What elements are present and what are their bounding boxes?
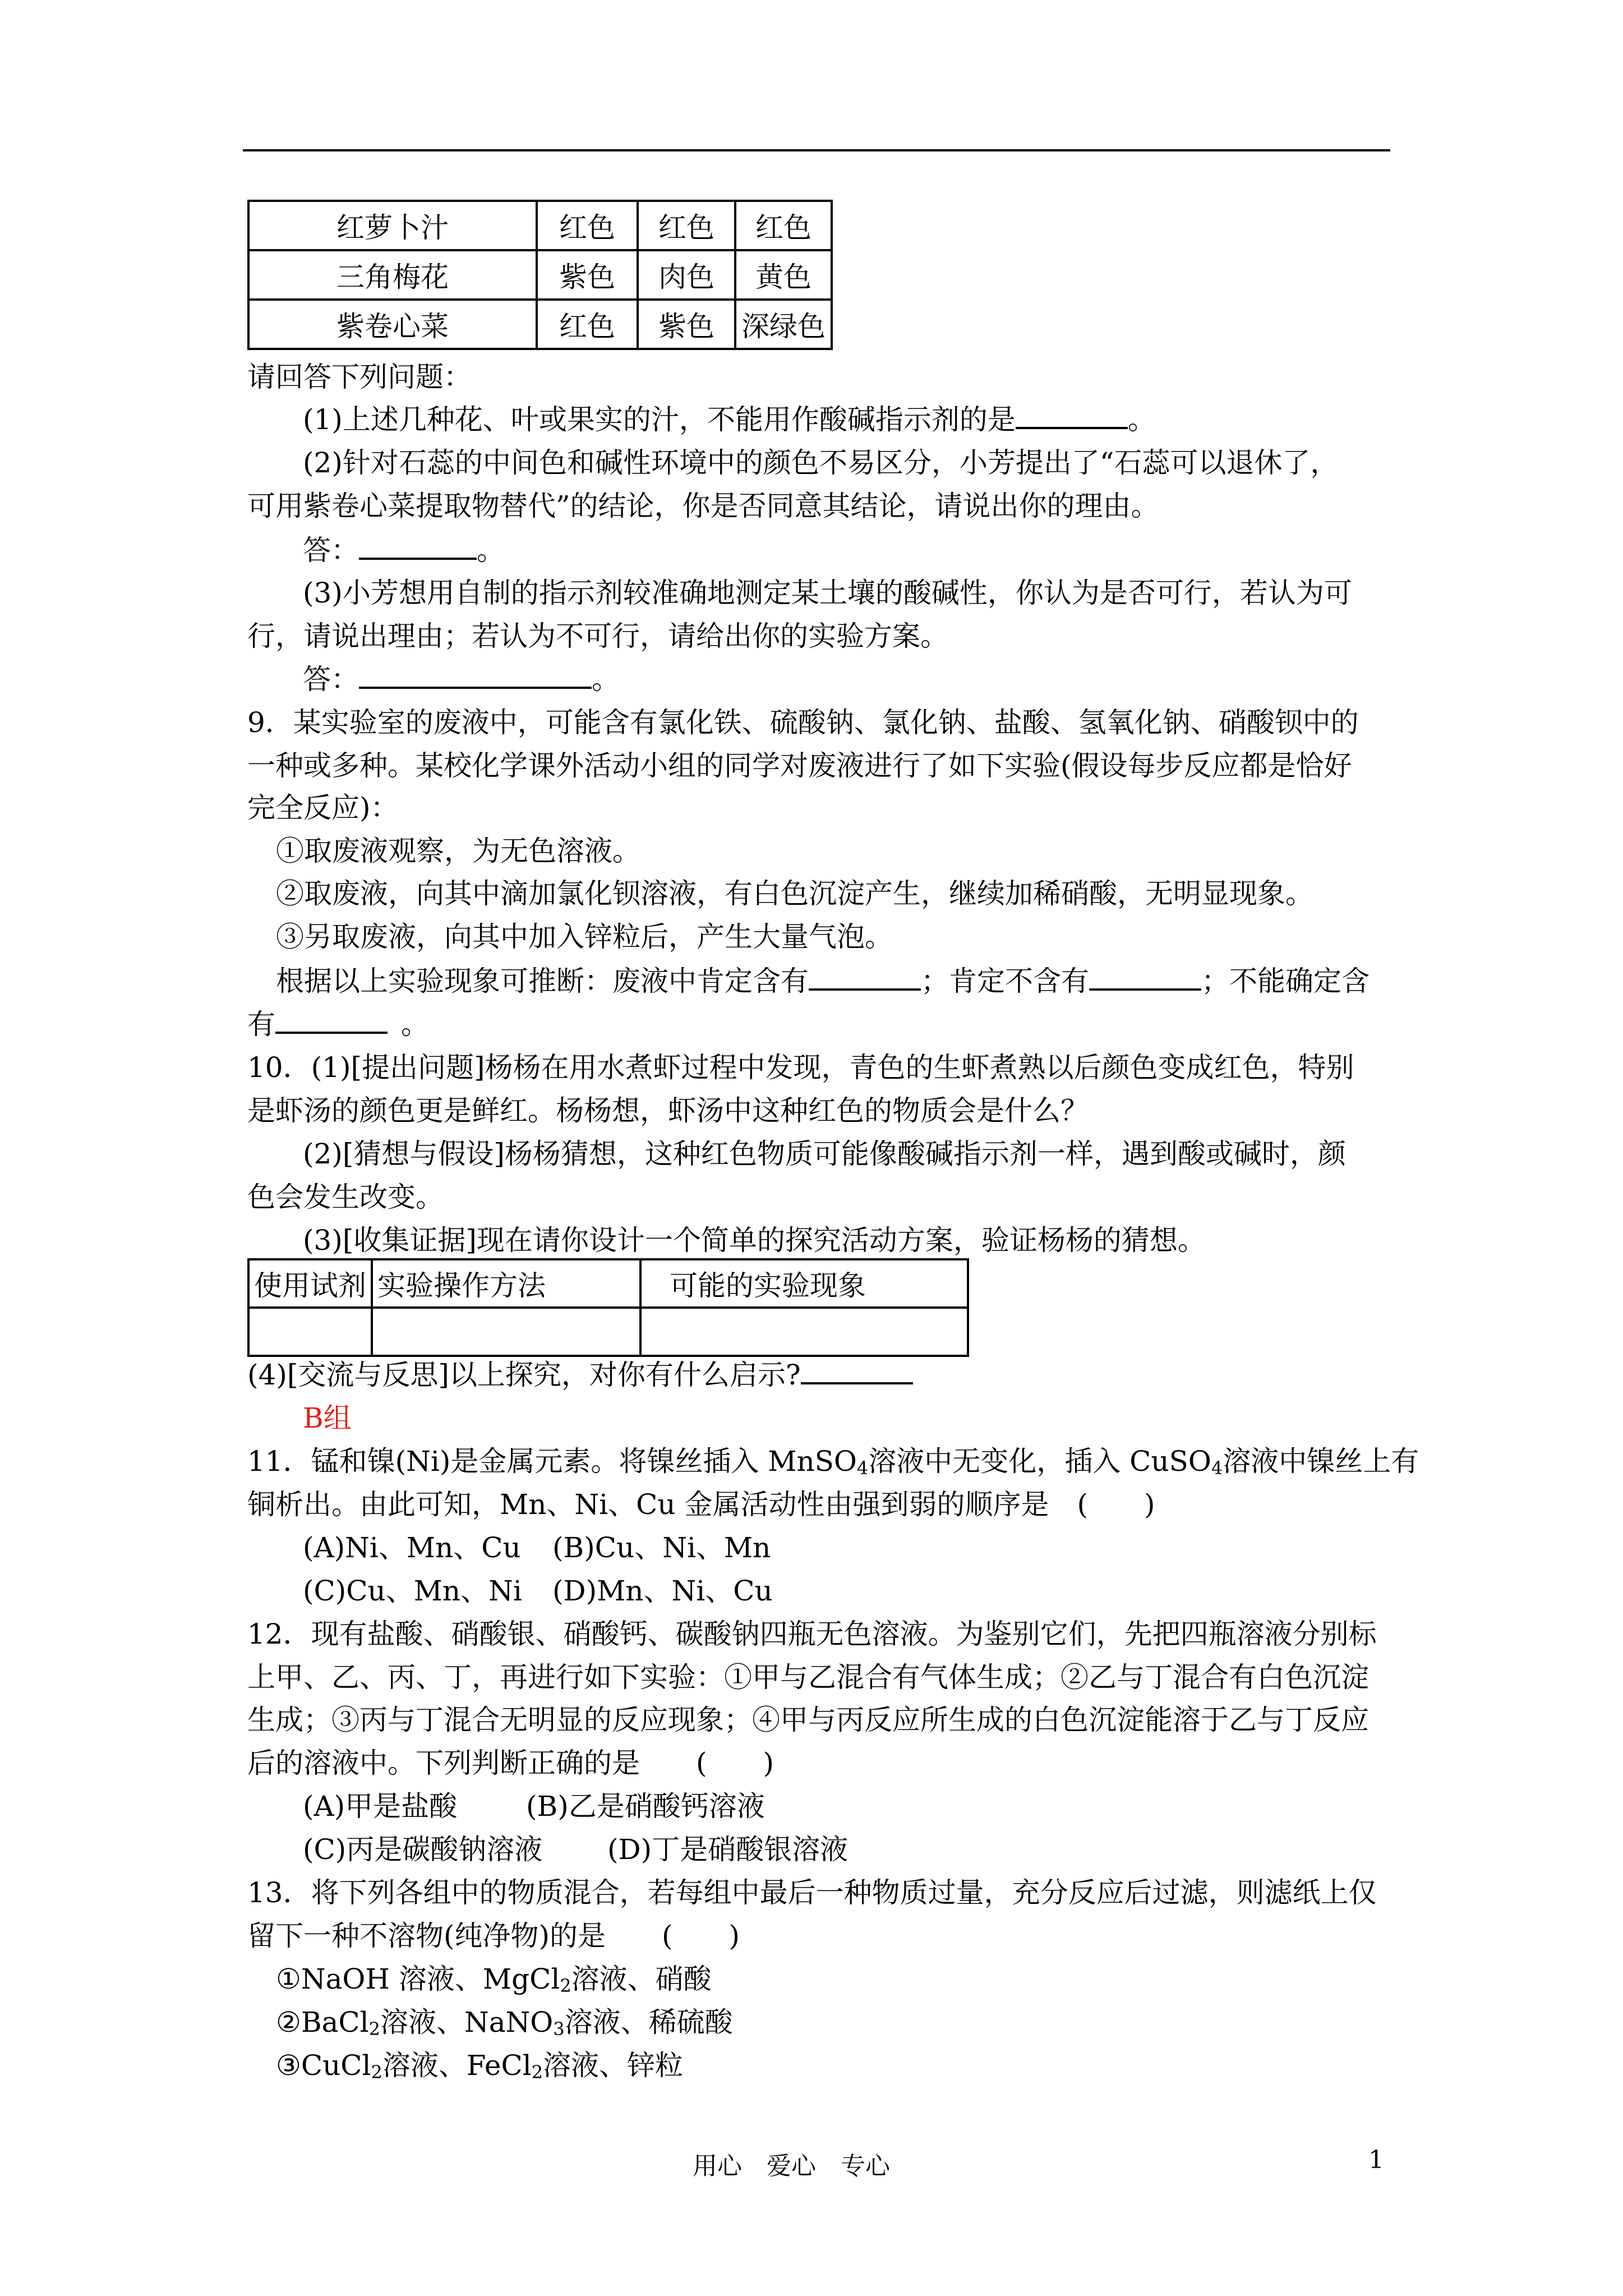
answer-label: 答： [303,663,359,696]
answer-end: 。 [477,534,505,567]
indicator-table [247,200,833,350]
q11-option-c[interactable]: (C)Cu、Mn、Ni [303,1575,522,1607]
table-header-cell: 实验操作方法 [372,1259,640,1308]
table-header-cell: 可能的实验现象 [640,1259,968,1308]
q10-line1: 10．(1)[提出问题]杨杨在用水煮虾过程中发现，青色的生虾煮熟以后颜色变成红色，特别 [247,1051,1354,1084]
subscript: 4 [856,1457,869,1479]
answer-blank[interactable] [359,533,477,560]
q9-conclusion [276,964,1370,998]
q11-line2: 铜析出。由此可知，Mn、Ni、Cu 金属活动性由强到弱的顺序是 ( ) [247,1488,1155,1521]
table-cell: 红萝卜汁 [248,201,537,250]
q9-conclusion-end: 。 [401,1008,429,1041]
q8-part1 [303,402,1156,436]
q9-step1: ①取废液观察，为无色溶液。 [276,835,640,867]
subscript: 2 [531,2062,543,2083]
table-cell: 红色 [638,201,735,250]
answer-blank[interactable] [275,1007,388,1034]
q13-text: ②BaCl [276,2006,369,2039]
subscript: 2 [371,2062,382,2083]
q9-line3: 完全反应)： [247,792,399,824]
q11-text: 11．锰和镍(Ni)是金属元素。将镍丝插入 MnSO [247,1445,857,1478]
q12-option-b[interactable]: (B)乙是硝酸钙溶液 [526,1790,765,1823]
table-cell: 肉色 [638,250,735,300]
subscript: 3 [553,2018,565,2040]
table-header-row [248,1259,968,1308]
q10-line6 [247,1358,913,1392]
q10-line5: (3)[收集证据]现在请你设计一个简单的探究活动方案，验证杨杨的猜想。 [303,1224,1206,1257]
q11-option-b[interactable]: (B)Cu、Ni、Mn [552,1531,771,1564]
q9-line2: 一种或多种。某校化学课外活动小组的同学对废液进行了如下实验(假设每步反应都是恰好 [247,749,1352,782]
q9-conclusion-text: ；不能确定含 [1201,965,1370,997]
subscript: 2 [560,1975,571,1996]
subscript: 4 [1211,1457,1223,1479]
q13-text: 溶液、NaNO [380,2006,554,2039]
q12-line1: 12．现有盐酸、硝酸银、硝酸钙、碳酸钠四瓶无色溶液。为鉴别它们，先把四瓶溶液分别标 [247,1618,1377,1650]
subscript: 2 [368,2018,380,2040]
q12-line2: 上甲、乙、丙、丁，再进行如下实验：①甲与乙混合有气体生成；②乙与丁混合有白色沉淀 [247,1661,1369,1694]
table-header-cell: 使用试剂 [248,1259,372,1308]
q8-part2-line2: 可用紫卷心菜提取物替代”的结论，你是否同意其结论，请说出你的理由。 [247,490,1159,522]
q11-option-a[interactable]: (A)Ni、Mn、Cu [303,1531,521,1564]
q9-step2: ②取废液，向其中滴加氯化钡溶液，有白色沉淀产生，继续加稀硝酸，无明显现象。 [276,877,1313,910]
q13-line2: 留下一种不溶物(纯净物)的是 ( ) [247,1920,740,1952]
table-cell: 三角梅花 [248,250,537,300]
footer-motto: 用心 爱心 专心 [693,2152,890,2180]
q13-item2 [276,2005,733,2039]
q12-line3: 生成；③丙与丁混合无明显的反应现象；④甲与丙反应所生成的白色沉淀能溶于乙与丁反应 [247,1704,1369,1736]
table-cell[interactable] [372,1308,640,1356]
q13-text: 溶液、FeCl [382,2049,532,2082]
q12-option-d[interactable]: (D)丁是硝酸银溶液 [607,1833,849,1866]
table-row [248,250,832,300]
table-row [248,1308,968,1356]
q8-part1-end: 。 [1127,403,1156,436]
page-number: 1 [1368,2146,1384,2174]
q12-line4: 后的溶液中。下列判断正确的是 ( ) [247,1747,774,1779]
q8-intro: 请回答下列问题： [247,361,472,393]
q10-line4: 色会发生改变。 [247,1181,444,1213]
answer-blank[interactable] [359,662,592,689]
q11-line1 [247,1444,1419,1478]
q13-text: ③CuCl [276,2049,371,2082]
q8-part3-line1: (3)小芳想用自制的指示剂较准确地测定某土壤的酸碱性，你认为是否可行，若认为可 [303,577,1352,609]
q13-item3 [276,2049,683,2082]
q10-line3: (2)[猜想与假设]杨杨猜想，这种红色物质可能像酸碱指示剂一样，遇到酸或碱时，颜 [303,1138,1346,1170]
q9-line1: 9．某实验室的废液中，可能含有氯化铁、硫酸钠、氯化钠、盐酸、氢氧化钠、硝酸钡中的 [247,706,1359,739]
q10-line2: 是虾汤的颜色更是鲜红。杨杨想，虾汤中这种红色的物质会是什么？ [247,1094,1089,1127]
table-cell: 红色 [735,201,832,250]
q11-option-d[interactable]: (D)Mn、Ni、Cu [552,1575,773,1607]
answer-blank[interactable] [801,1358,913,1384]
q8-part2-line1: (2)针对石蕊的中间色和碱性环境中的颜色不易区分，小芳提出了“石蕊可以退休了， [303,447,1339,479]
q13-line1: 13．将下列各组中的物质混合，若每组中最后一种物质过量，充分反应后过滤，则滤纸上仅 [247,1876,1377,1909]
table-cell[interactable] [248,1308,372,1356]
q9-step3: ③另取废液，向其中加入锌粒后，产生大量气泡。 [276,921,893,953]
q9-conclusion-text: ；肯定不含有 [921,965,1089,997]
table-cell: 紫色 [638,300,735,349]
q9-conclusion-text: 有 [247,1008,275,1041]
table-cell: 黄色 [735,250,832,300]
answer-blank[interactable] [1089,964,1201,991]
table-cell: 红色 [537,201,638,250]
q13-text: 溶液、硝酸 [571,1963,712,1995]
q13-text: ①NaOH 溶液、MgCl [276,1963,560,1995]
table-cell: 紫卷心菜 [248,300,537,349]
q11-text: 溶液中镍丝上有 [1223,1445,1419,1478]
q8-part2-answer [303,533,505,567]
table-cell: 深绿色 [735,300,832,349]
q13-item1 [276,1962,712,1996]
experiment-table [247,1258,969,1357]
table-cell: 红色 [537,300,638,349]
answer-blank[interactable] [1016,402,1128,429]
q11-text: 溶液中无变化，插入 CuSO [868,1445,1211,1478]
q8-part3-line2: 行，请说出理由；若认为不可行，请给出你的实验方案。 [247,620,948,652]
q13-text: 溶液、锌粒 [543,2049,684,2082]
group-b-heading: B组 [303,1402,352,1434]
q8-part1-text: (1)上述几种花、叶或果实的汁，不能用作酸碱指示剂的是 [303,403,1016,436]
q12-option-a[interactable]: (A)甲是盐酸 [303,1790,458,1823]
answer-end: 。 [592,663,620,696]
table-row [248,300,832,349]
q12-option-c[interactable]: (C)丙是碳酸钠溶液 [303,1833,543,1866]
table-cell: 紫色 [537,250,638,300]
header-rule [243,149,1390,151]
q8-part3-answer [303,662,620,696]
table-cell[interactable] [640,1308,968,1356]
table-row [248,201,832,250]
q9-conclusion-text: 根据以上实验现象可推断：废液中肯定含有 [276,965,809,997]
q13-text: 溶液、稀硫酸 [564,2006,733,2039]
answer-blank[interactable] [809,964,921,991]
answer-label: 答： [303,534,359,567]
q9-conclusion-cont [247,1007,429,1041]
q10-line6-text: (4)[交流与反思]以上探究，对你有什么启示? [247,1359,801,1391]
